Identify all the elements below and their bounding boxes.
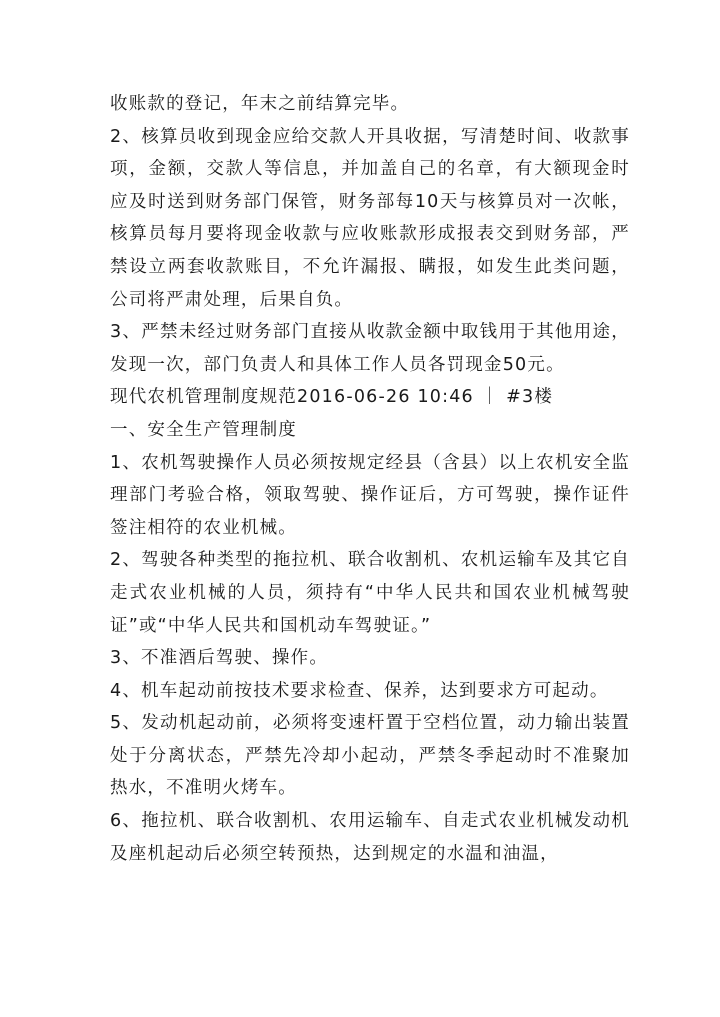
paragraph-item-2-driver-certificate: 2、驾驶各种类型的拖拉机、联合收割机、农机运输车及其它自走式农业机械的人员，须持有“中华人民共和国农业机械驾驶证”或“中华人民共和国机动车驾驶证。” xyxy=(110,550,630,636)
post-header-line: 现代农机管理制度规范2016-06-26 10:46 ｜ #3楼 xyxy=(110,387,554,408)
paragraph-item-3-no-drinking: 3、不准酒后驾驶、操作。 xyxy=(110,648,329,669)
document-body xyxy=(110,88,630,870)
paragraph-item-5-engine-start: 5、发动机起动前，必须将变速杆置于空档位置，动力输出装置处于分离状态，严禁先冷却小起动，严禁冬季起动时不准聚加热水，不准明火烤车。 xyxy=(110,713,630,799)
paragraph-item-3-prohibition: 3、严禁未经过财务部门直接从收款金额中取钱用于其他用途，发现一次，部门负责人和具体工作人员各罚现金50元。 xyxy=(110,322,630,375)
paragraph-item-4-inspection: 4、机车起动前按技术要求检查、保养，达到要求方可起动。 xyxy=(110,680,609,701)
paragraph-item-2-cash-receipt: 2、核算员收到现金应给交款人开具收据，写清楚时间、收款事项，金额，交款人等信息，并加盖自己的名章，有大额现金时应及时送到财务部门保管，财务部每10天与核算员对一次帐，核算员每月要将现金收款与应收账款形成报表交到财务部，严禁设立两套收款账目，不允许漏报、瞒报，如发生此类问题，公司将严肃处理，后果自负。 xyxy=(110,126,630,310)
paragraph-item-6-warmup: 6、拖拉机、联合收割机、农用运输车、自走式农业机械发动机及座机起动后必须空转预热，达到规定的水温和油温， xyxy=(110,811,630,864)
paragraph-continuation: 收账款的登记，年末之前结算完毕。 xyxy=(110,94,410,114)
section-heading: 一、安全生产管理制度 xyxy=(110,419,297,440)
paragraph-item-1-license: 1、农机驾驶操作人员必须按规定经县（含县）以上农机安全监理部门考验合格，领取驾驶、操作证后，方可驾驶，操作证件签注相符的农业机械。 xyxy=(110,452,630,538)
